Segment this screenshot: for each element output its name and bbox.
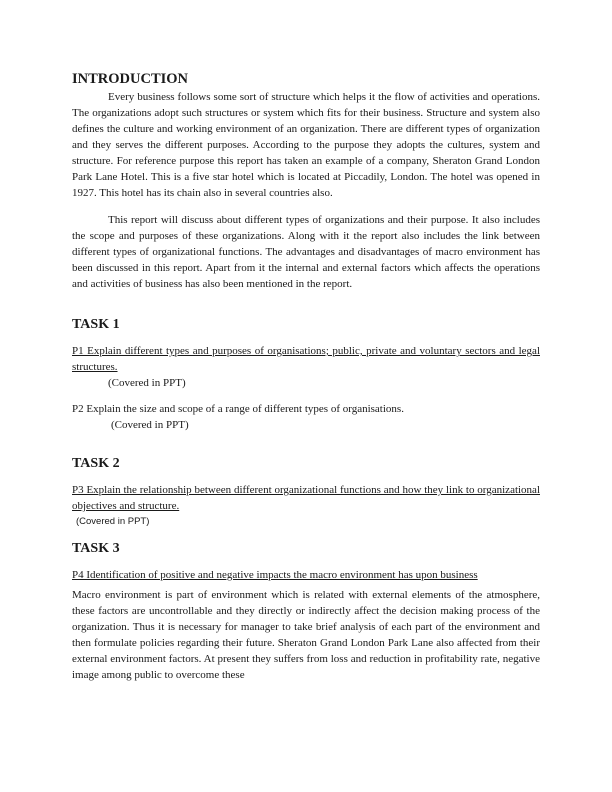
task1-p1-heading: P1 Explain different types and purposes of organisations; public, private and voluntary sectors and legal structures. bbox=[72, 345, 540, 373]
task2-p3-heading: P3 Explain the relationship between different organizational functions and how they link to organizational objectives and structure. bbox=[72, 484, 540, 512]
task3-p4-heading: P4 Identification of positive and negative impacts the macro environment has upon business bbox=[72, 569, 478, 581]
task2-heading: TASK 2 bbox=[72, 456, 120, 471]
task1-p2-note: (Covered in PPT) bbox=[111, 419, 189, 431]
introduction-paragraph-1: Every business follows some sort of structure which helps it the flow of activities and operations. The organizations adopt such structures or system which fits for their business. Structure and system also defines the culture and working environment of an organization. There are different types of organization and they serves the different purposes. According to the purpose they adopts the cultures, system and structure. For reference purpose this report has taken an example of a company, Sheraton Grand London Park Lane Hotel. This is a five star hotel which is located at Piccadily, London. The hotel was opened in 1927. This hotel has its chain also in several countries also. bbox=[72, 91, 540, 199]
task3-paragraph: Macro environment is part of environment which is related with external elements of the atmosphere, these factors are uncontrollable and they directly or indirectly affect the decision making process of the organization. Thus it is necessary for manager to take brief analysis of each part of the environment and then formulate policies regarding their future. Sheraton Grand London Park Lane also affected from their external environment factors. At present they suffers from loss and reduction in profitability rate, negative image among public to overcome these bbox=[72, 589, 540, 681]
task1-heading: TASK 1 bbox=[72, 317, 120, 332]
task1-p1-note: (Covered in PPT) bbox=[108, 377, 186, 389]
task3-heading: TASK 3 bbox=[72, 541, 120, 556]
task2-p3-note: (Covered in PPT) bbox=[76, 516, 150, 527]
introduction-heading: INTRODUCTION bbox=[72, 71, 189, 87]
page-content bbox=[72, 70, 540, 683]
task1-p2-heading: P2 Explain the size and scope of a range of different types of organisations. bbox=[72, 403, 404, 415]
introduction-paragraph-2: This report will discuss about different types of organizations and their purpose. It also includes the scope and purposes of these organizations. Along with it the report also includes the link between different types of organizational functions. The advantages and disadvantages of macro environment has been discussed in this report. Apart from it the internal and external factors which affects the operations and activities of business has also been mentioned in the report. bbox=[72, 214, 540, 290]
